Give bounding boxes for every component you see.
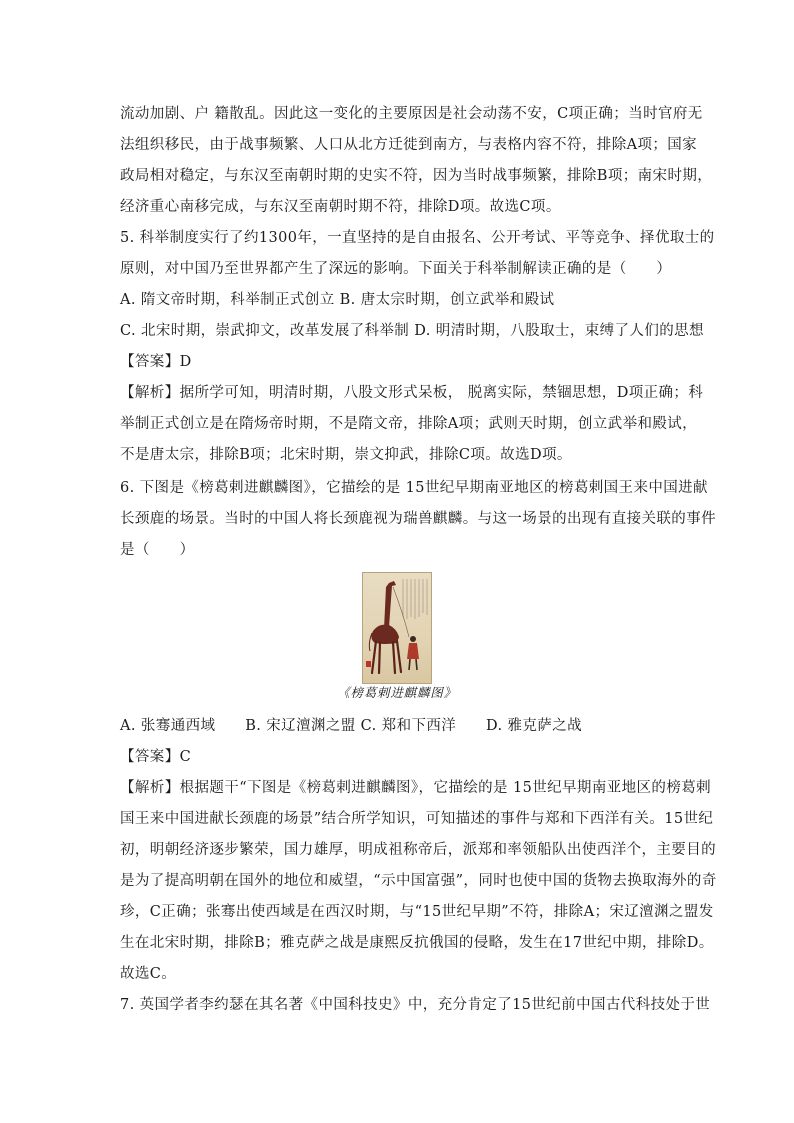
analysis-5: 举制正式创立是在隋炀帝时期，不是隋文帝，排除A项；武则天时期，创立武举和殿试， [120,416,698,432]
analysis-6: 【解析】根据题干“下图是《榜葛剌进麒麟图》，它描绘的是 15世纪早期南亚地区的榜葛剌 [120,780,712,796]
answer-5: 【答案】D [120,354,192,370]
answer-6: 【答案】C [120,749,192,765]
analysis-6: 初，明朝经济逐步繁荣，国力雄厚，明成祖称帝后，派郑和率领船队出使西洋个，主要目的 [120,842,716,858]
question-7-stem: 7. 英国学者李约瑟在其名著《中国科技史》中，充分肯定了15世纪前中国古代科技处于世 [120,997,711,1013]
text-line: 法组织移民，由于战事频繁、人口从北方迁徙到南方，与表格内容不符，排除A项；国家 [120,137,698,153]
question-6-stem: 长颈鹿的场景。当时的中国人将长颈鹿视为瑞兽麒麟。与这一场景的出现有直接关联的事件 [120,511,716,527]
analysis-6: 是为了提高明朝在国外的地位和威望，“示中国富强”，同时也使中国的货物去换取海外的奇 [120,873,717,889]
analysis-6: 国王来中国进献长颈鹿的场景”结合所学知识，可知描述的事件与郑和下西洋有关。15世纪 [120,811,714,827]
analysis-5: 【解析】据所学可知，明清时期，八股文形式呆板， 脱离实际，禁锢思想，D项正确；科 [120,385,704,401]
giraffe-painting-image [362,572,432,684]
question-5-stem: 5. 科举制度实行了约1300年，一直坚持的是自由报名、公开考试、平等竞争、择优取士的 [120,230,715,246]
question-6-stem: 6. 下图是《榜葛剌进麒麟图》，它描绘的是 15世纪早期南亚地区的榜葛剌国王来中国进献 [120,480,708,496]
text-line: 经济重心南移完成，与东汉至南朝时期不符，排除D项。故选C项。 [120,199,561,215]
analysis-5: 不是唐太宗，排除B项；北宋时期，崇文抑武，排除C项。故选D项。 [120,447,572,463]
analysis-6: 生在北宋时期，排除B；雅克萨之战是康熙反抗俄国的侵略，发生在17世纪中期，排除D。 [120,935,714,951]
text-line: 流动加剧、户 籍散乱。因此这一变化的主要原因是社会动荡不安，C项正确；当时官府无 [120,106,703,122]
question-5-options: C. 北宋时期，崇武抑文，改革发展了科举制 D. 明清时期，八股取士，束缚了人们的思想 [120,323,704,339]
question-6-stem: 是（ ） [120,542,195,558]
question-5-options: A. 隋文帝时期，科举制正式创立 B. 唐太宗时期，创立武举和殿试 [120,292,555,308]
figure-caption: 《榜葛剌进麒麟图》 [337,685,457,700]
question-5-stem: 原则，对中国乃至世界都产生了深远的影响。下面关于科举制解读正确的是（ ） [120,261,672,277]
question-6-options: A. 张骞通西域 B. 宋辽澶渊之盟 C. 郑和下西洋 D. 雅克萨之战 [120,718,582,734]
text-line: 政局相对稳定，与东汉至南朝时期的史实不符，因为当时战事频繁，排除B项；南宋时期， [120,168,713,184]
analysis-6: 故选C。 [120,966,177,982]
analysis-6: 珍，C正确；张骞出使西域是在西汉时期，与“15世纪早期”不符，排除A；宋辽澶渊之盟发 [120,904,714,920]
